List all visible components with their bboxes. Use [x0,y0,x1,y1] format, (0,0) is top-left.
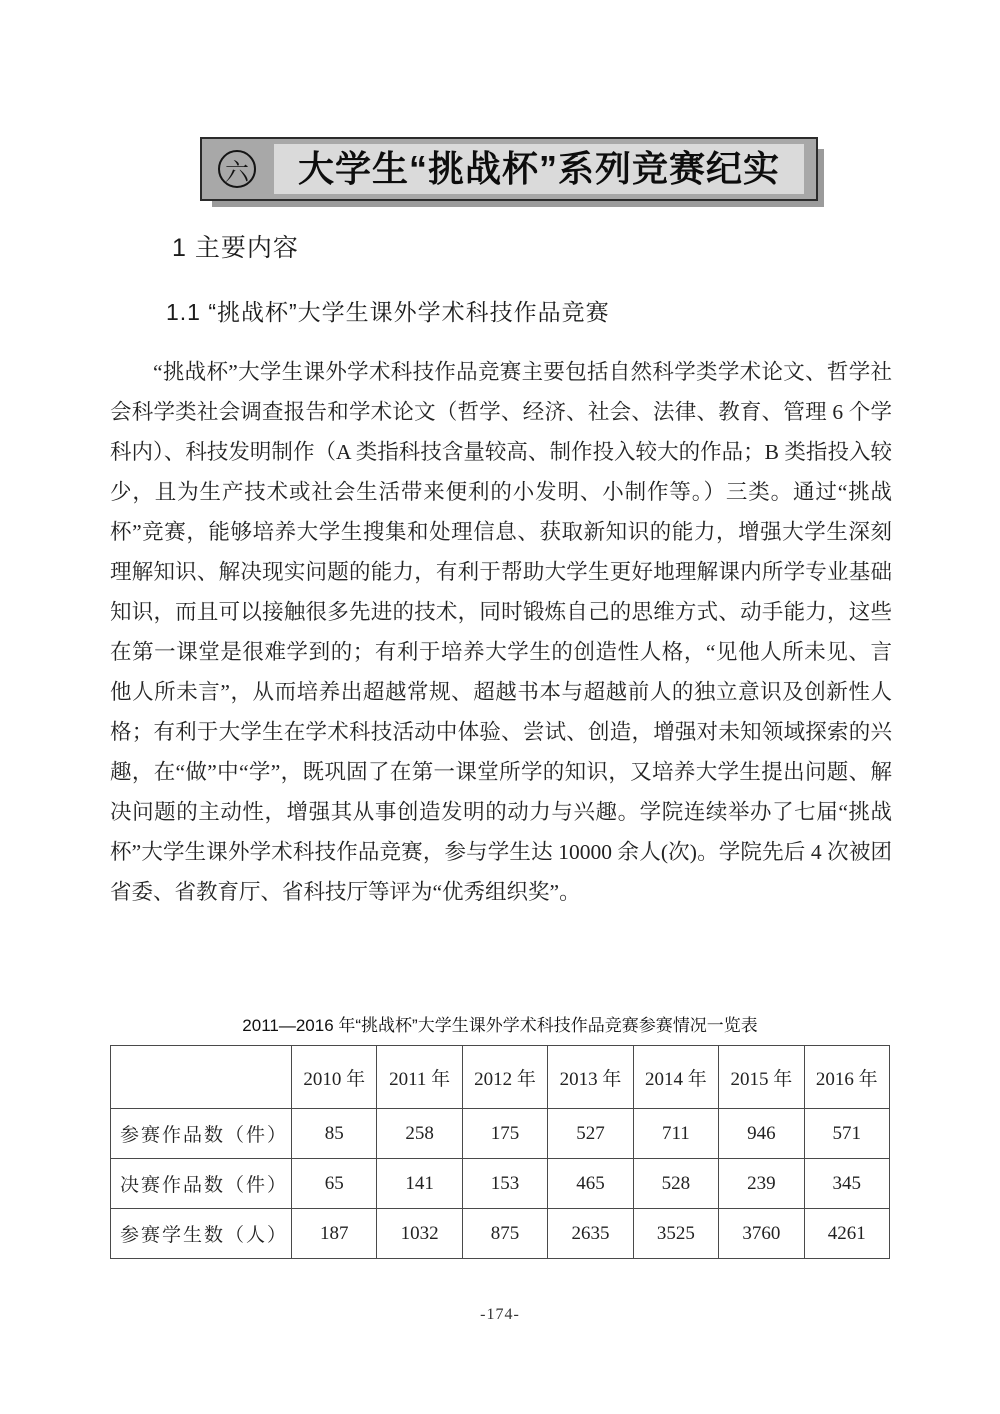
section-number: 六 [225,158,249,186]
header-cell-empty [111,1046,292,1109]
header-cell-year: 2015 年 [719,1046,804,1109]
table-caption: 2011—2016 年“挑战杯”大学生课外学术科技作品竞赛参赛情况一览表 [242,1016,758,1035]
table-row [111,1109,890,1159]
table-cell: 571 [804,1109,889,1159]
section-banner [200,137,818,201]
table-cell: 153 [462,1159,547,1209]
table-cell: 239 [719,1159,804,1209]
table-cell: 946 [719,1109,804,1159]
table-header-row [111,1046,890,1109]
circled-six-icon [218,150,256,188]
header-cell-year: 2010 年 [292,1046,377,1109]
heading-subsection: 1.1 “挑战杯”大学生课外学术科技作品竞赛 [166,299,610,325]
table-cell: 528 [633,1159,718,1209]
table-cell: 345 [804,1159,889,1209]
header-cell-year: 2011 年 [377,1046,462,1109]
heading-main-content: 1 主要内容 [172,234,299,262]
section-title: 大学生“挑战杯”系列竞赛纪实 [274,144,804,194]
table-cell: 3760 [719,1209,804,1259]
table-cell: 141 [377,1159,462,1209]
table-cell: 2635 [548,1209,633,1259]
row-label: 参赛作品数（件） [111,1109,292,1159]
table-cell: 4261 [804,1209,889,1259]
table-cell: 3525 [633,1209,718,1259]
table-cell: 875 [462,1209,547,1259]
table-cell: 711 [633,1109,718,1159]
table-cell: 65 [292,1159,377,1209]
table-row [111,1159,890,1209]
header-cell-year: 2016 年 [804,1046,889,1109]
table-cell: 85 [292,1109,377,1159]
row-label: 参赛学生数（人） [111,1209,292,1259]
competition-stats-table [110,1045,890,1259]
table-row [111,1209,890,1259]
page-number: -174- [480,1306,520,1323]
table-cell: 465 [548,1159,633,1209]
table-cell: 1032 [377,1209,462,1259]
table-cell: 527 [548,1109,633,1159]
header-cell-year: 2013 年 [548,1046,633,1109]
table-cell: 187 [292,1209,377,1259]
header-cell-year: 2012 年 [462,1046,547,1109]
row-label: 决赛作品数（件） [111,1159,292,1209]
body-paragraph: “挑战杯”大学生课外学术科技作品竞赛主要包括自然科学类学术论文、哲学社会科学类社会调查报告和学术论文（哲学、经济、社会、法律、教育、管理 6 个学科内）、科技发明制作（A 类指科技含量较高、制作投入较大的作品；B 类指投入较少，且为生产技术或社会生活带来便利的小发明、小制作等。）三类。通过“挑战杯”竞赛，能够培养大学生搜集和处理信息、获取新知识的能力，增强大学生深刻理解知识、解决现实问题的能力，有利于帮助大学生更好地理解课内所学专业基础知识，而且可以接触很多先进的技术，同时锻炼自己的思维方式、动手能力，这些在第一课堂是很难学到的；有利于培养大学生的创造性人格，“见他人所未见、言他人所未言”，从而培养出超越常规、超越书本与超越前人的独立意识及创新性人格；有利于大学生在学术科技活动中体验、尝试、创造，增强对未知领域探索的兴趣，在“做”中“学”，既巩固了在第一课堂所学的知识，又培养大学生提出问题、解决问题的主动性，增强其从事创造发明的动力与兴趣。学院连续举办了七届“挑战杯”大学生课外学术科技作品竞赛，参与学生达 10000 余人(次)。学院先后 4 次被团省委、省教育厅、省科技厅等评为“优秀组织奖”。 [110,360,892,904]
table-cell: 175 [462,1109,547,1159]
header-cell-year: 2014 年 [633,1046,718,1109]
table-cell: 258 [377,1109,462,1159]
